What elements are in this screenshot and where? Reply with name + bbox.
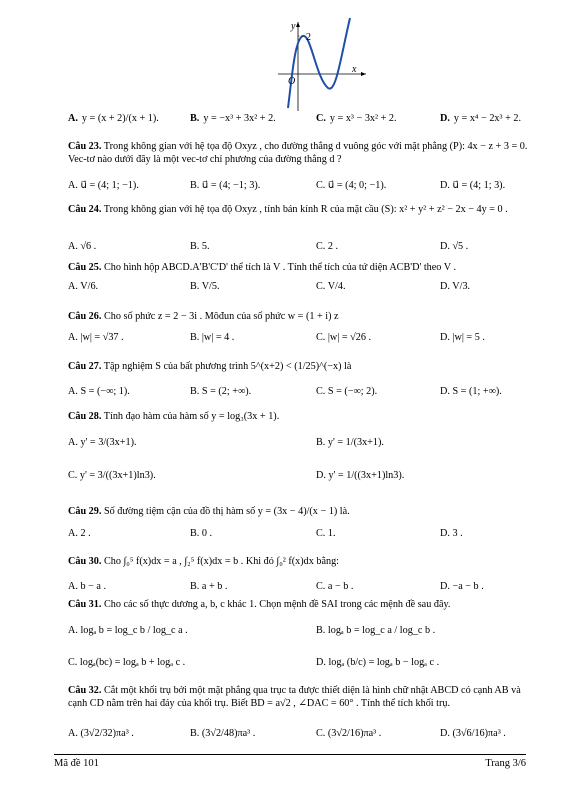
q31-option-a[interactable]: A. logₐ b = log_c b / log_c a . [68,625,188,636]
question-25: Câu 25. Cho hình hộp ABCD.A'B'C'D' thể tích là V . Tính thể tích của tứ diện ACB'D' theo V . [68,262,457,273]
q30-option-b[interactable]: B. a + b . [190,581,228,592]
q24-options [68,241,538,257]
q27-option-c[interactable]: C. S = (−∞; 2). [316,386,378,397]
q29-option-d[interactable]: D. 3 . [440,528,463,539]
q31-options-row1 [68,625,538,641]
q27-option-d[interactable]: D. S = (1; +∞). [440,386,502,397]
q23-option-d[interactable]: D. u⃗ = (4; 1; 3). [440,180,506,191]
q24-option-d[interactable]: D. √5 . [440,241,469,252]
x-axis-label: x [352,64,357,75]
q29-option-c[interactable]: C. 1. [316,528,336,539]
q29-option-a[interactable]: A. 2 . [68,528,91,539]
q26-option-b[interactable]: B. |w| = 4 . [190,332,235,343]
question-26: Câu 26. Cho số phức z = 2 − 3i . Môđun của số phức w = (1 + i) z [68,311,339,322]
q26-options [68,332,538,348]
q28-option-c[interactable]: C. y' = 3/((3x+1)ln3). [68,470,156,481]
q22-option-c[interactable]: C. y = x³ − 3x² + 2. [316,113,397,124]
q28-option-b[interactable]: B. y' = 1/(3x+1). [316,437,384,448]
q24-option-c[interactable]: C. 2 . [316,241,339,252]
q28-options-row2 [68,470,538,486]
page-number: Trang 3/6 [485,758,526,769]
q25-option-c[interactable]: C. V/4. [316,281,346,292]
question-32: Câu 32. Cắt một khối trụ bởi một mặt phẳng qua trục ta được thiết diện là hình chữ nhật ABCD có cạnh AB và cạnh CD nằm trên hai đáy của khối trụ. Biết BD = a√2 , ∠DAC = 60° . Tính thể tích khối trụ. [68,685,521,709]
q30-option-a[interactable]: A. b − a . [68,581,106,592]
y-axis-label: y [291,21,296,32]
q30-option-d[interactable]: D. −a − b . [440,581,484,592]
q28-option-a[interactable]: A. y' = 3/(3x+1). [68,437,137,448]
q25-option-a[interactable]: A. V/6. [68,281,99,292]
question-29: Câu 29. Số đường tiệm cận của đồ thị hàm số y = (3x − 4)/(x − 1) là. [68,506,350,517]
q31-option-d[interactable]: D. logₐ (b/c) = logₐ b − logₐ c . [316,657,440,668]
q26-option-d[interactable]: D. |w| = 5 . [440,332,485,343]
q27-options [68,386,538,402]
q23-option-a[interactable]: A. u⃗ = (4; 1; −1). [68,180,139,191]
q28-option-d[interactable]: D. y' = 1/((3x+1)ln3). [316,470,405,481]
q26-option-c[interactable]: C. |w| = √26 . [316,332,372,343]
function-graph [278,16,368,112]
question-30: Câu 30. Cho ∫₀⁵ f(x)dx = a , ∫₂⁵ f(x)dx = b . Khi đó ∫₀² f(x)dx bằng: [68,556,340,567]
q30-option-c[interactable]: C. a − b . [316,581,354,592]
q31-option-c[interactable]: C. logₐ(bc) = logₐ b + logₐ c . [68,657,186,668]
question-23: Câu 23. Trong không gian với hệ tọa độ Oxyz , cho đường thẳng d vuông góc với mặt phẳng (P): 4x − z + 3 = 0. Vec-tơ nào dưới đây là một vec-tơ chỉ phương của đường thẳng d ? [68,141,528,165]
question-24: Câu 24. Trong không gian với hệ tọa độ Oxyz , tính bán kính R của mặt cầu (S): x² + y² + z² − 2x − 4y = 0 . [68,204,508,215]
q31-option-b[interactable]: B. logₐ b = log_c a / log_c b . [316,625,436,636]
q26-option-a[interactable]: A. |w| = √37 . [68,332,124,343]
cubic-curve [288,18,350,108]
q22-option-b[interactable]: B. y = −x³ + 3x² + 2. [190,113,276,124]
q29-options [68,528,538,544]
q24-option-b[interactable]: B. 5. [190,241,210,252]
q25-options [68,281,538,297]
q32-option-a[interactable]: A. (3√2/32)πa³ . [68,728,134,739]
q25-option-d[interactable]: D. V/3. [440,281,471,292]
footer-divider [54,754,526,755]
q25-option-b[interactable]: B. V/5. [190,281,220,292]
q22-option-a[interactable]: A. y = (x + 2)/(x + 1). [68,113,159,124]
q30-options [68,581,538,597]
question-31: Câu 31. Cho các số thực dương a, b, c khác 1. Chọn mệnh đề SAI trong các mệnh đề sau đây. [68,599,451,610]
q23-options [68,180,538,196]
q27-option-b[interactable]: B. S = (2; +∞). [190,386,252,397]
q22-option-d[interactable]: D. y = x⁴ − 2x³ + 2. [440,113,522,124]
q23-option-b[interactable]: B. u⃗ = (4; −1; 3). [190,180,261,191]
q29-option-b[interactable]: B. 0 . [190,528,213,539]
origin-label: O [288,76,296,87]
q23-option-c[interactable]: C. u⃗ = (4; 0; −1). [316,180,387,191]
question-28: Câu 28. Tính đạo hàm của hàm số y = log₃(3x + 1). [68,411,280,422]
exam-code: Mã đề 101 [54,758,99,769]
q22-options [68,113,538,129]
q24-option-a[interactable]: A. √6 . [68,241,97,252]
q32-option-c[interactable]: C. (3√2/16)πa³ . [316,728,382,739]
q32-option-d[interactable]: D. (3√6/16)πa³ . [440,728,506,739]
q32-options [68,728,538,744]
question-27: Câu 27. Tập nghiệm S của bất phương trình 5^(x+2) < (1/25)^(−x) là [68,361,352,372]
q28-options-row1 [68,437,538,453]
value-label: 2 [306,32,311,43]
q32-option-b[interactable]: B. (3√2/48)πa³ . [190,728,256,739]
q31-options-row2 [68,657,538,673]
q27-option-a[interactable]: A. S = (−∞; 1). [68,386,130,397]
